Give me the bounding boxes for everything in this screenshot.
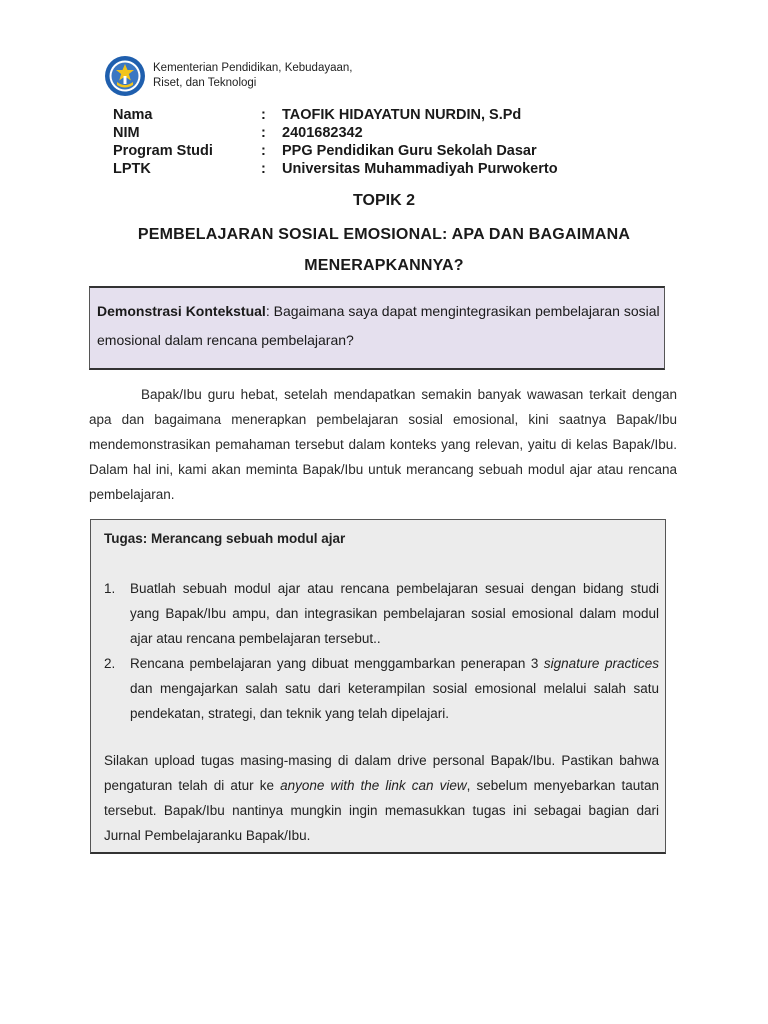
identity-label: Program Studi: [113, 143, 213, 159]
identity-value: 2401682342: [282, 125, 363, 141]
identity-label: NIM: [113, 125, 140, 141]
contextual-demo-box: [89, 286, 665, 370]
list-number: 2.: [104, 656, 116, 671]
identity-row-nim: [113, 124, 558, 142]
task-box: [90, 519, 666, 854]
intro-paragraph: Bapak/Ibu guru hebat, setelah mendapatkan semakin banyak wawasan terkait dengan apa dan bagaimana menerapkan pembelajaran sosial emosional, kini saatnya Bapak/Ibu mendemonstrasikan pemahaman tersebut dalam konteks yang relevan, yaitu di kelas Bapak/Ibu. Dalam hal ini, kami akan meminta Bapak/Ibu untuk merancang sebuah modul ajar atau rencana pembelajaran.: [89, 387, 677, 502]
list-item-text-part: Rencana pembelajaran yang dibuat menggambarkan penerapan 3: [130, 656, 544, 671]
document-title: PEMBELAJARAN SOSIAL EMOSIONAL: APA DAN BAGAIMANA MENERAPKANNYA?: [137, 226, 631, 274]
demo-text: : Bagaimana saya dapat mengintegrasikan pembelajaran sosial emosional dalam rencana pembelajaran?: [97, 303, 660, 348]
note-text-part: , sebelum menyebarkan tautan tersebut. Bapak/Ibu nantinya mungkin ingin memasukkan tugas ini sebagai bagian dari Jurnal Pembelajaranku Bapak/Ibu.: [104, 778, 659, 843]
identity-value: TAOFIK HIDAYATUN NURDIN, S.Pd: [282, 107, 522, 123]
list-item-text-part: dan mengajarkan salah satu dari keterampilan sosial emosional melalui salah satu pendekatan, strategi, dan teknik yang telah dipelajari.: [130, 681, 659, 721]
list-number: 1.: [104, 581, 116, 596]
ministry-name: [153, 61, 352, 91]
identity-colon: :: [261, 125, 266, 141]
task-title: Tugas: Merancang sebuah modul ajar: [104, 531, 346, 546]
topic-heading: TOPIK 2: [353, 192, 415, 209]
demo-label: Demonstrasi Kontekstual: [97, 303, 266, 319]
identity-label: Nama: [113, 107, 153, 123]
identity-value: PPG Pendidikan Guru Sekolah Dasar: [282, 143, 537, 159]
list-item-text: Buatlah sebuah modul ajar atau rencana pembelajaran sesuai dengan bidang studi yang Bapak/Ibu ampu, dan integrasikan pembelajaran sosial emosional dalam modul ajar atau rencana pembelajaran tersebut..: [130, 581, 659, 646]
list-item: [104, 651, 659, 726]
note-text-part: Silakan upload tugas masing-masing di dalam drive personal Bapak/Ibu. Pastikan bahwa pengaturan telah di atur ke: [104, 753, 659, 793]
identity-colon: :: [261, 161, 266, 177]
document-header: [104, 54, 352, 98]
ministry-line-2: Riset, dan Teknologi: [153, 77, 257, 89]
identity-colon: :: [261, 143, 266, 159]
identity-label: LPTK: [113, 161, 151, 177]
ministry-line-1: Kementerian Pendidikan, Kebudayaan,: [153, 62, 353, 74]
identity-row-name: [113, 106, 558, 124]
tut-wuri-handayani-emblem-icon: [104, 55, 146, 97]
list-item-italic-term: signature practices: [543, 656, 659, 671]
note-italic-setting: anyone with the link can view: [280, 778, 467, 793]
list-item: [104, 576, 659, 651]
identity-value: Universitas Muhammadiyah Purwokerto: [282, 161, 558, 177]
identity-row-program: [113, 142, 558, 160]
list-item-text: [130, 651, 659, 726]
upload-instructions: [104, 748, 659, 848]
task-list: [104, 576, 659, 726]
identity-colon: :: [261, 107, 266, 123]
identity-row-lptk: [113, 160, 558, 178]
identity-block: [113, 106, 558, 178]
